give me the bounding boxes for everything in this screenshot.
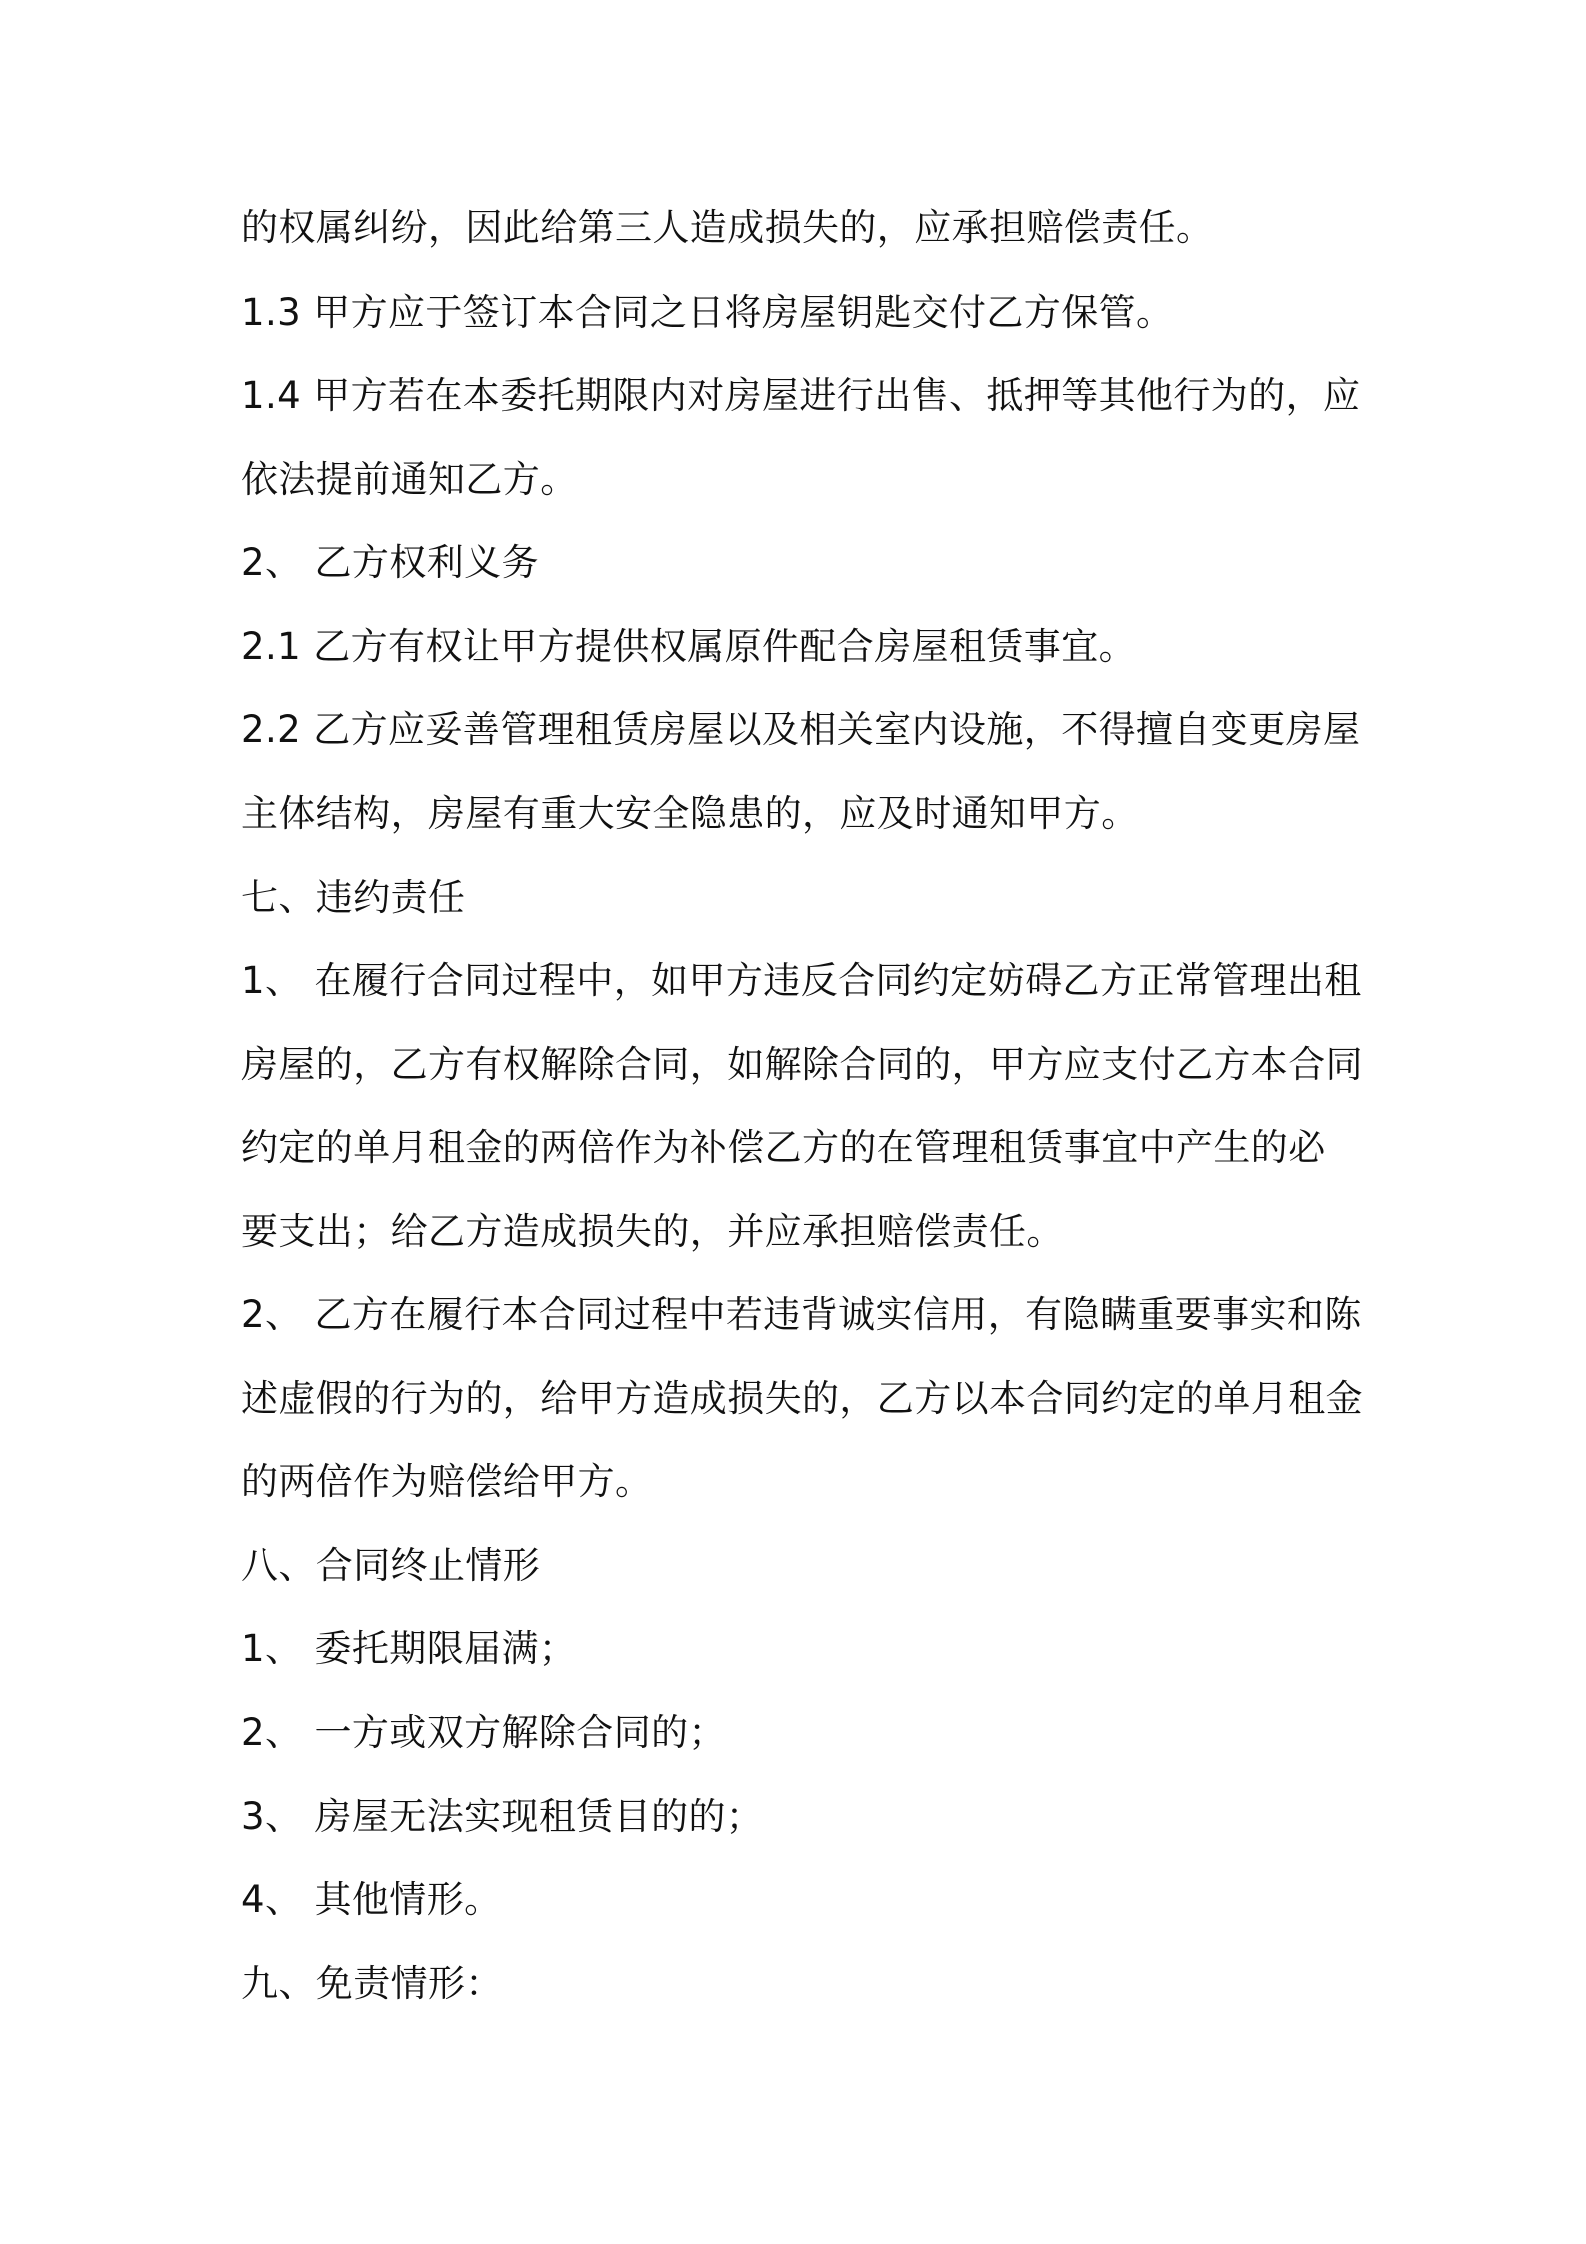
text-line: 房屋的，乙方有权解除合同，如解除合同的，甲方应支付乙方本合同 [241, 1043, 1363, 1086]
text-line: 1.4 甲方若在本委托期限内对房屋进行出售、抵押等其他行为的，应 [241, 374, 1361, 417]
list-item: 3、 房屋无法实现租赁目的的； [241, 1795, 764, 1838]
text-line: 2、 乙方在履行本合同过程中若违背诚实信用，有隐瞒重要事实和陈 [241, 1293, 1362, 1336]
section-heading: 七、违约责任 [241, 876, 466, 919]
text-line: 要支出；给乙方造成损失的，并应承担赔偿责任。 [241, 1210, 1064, 1253]
text-line: 主体结构，房屋有重大安全隐患的，应及时通知甲方。 [241, 792, 1139, 835]
text-line: 依法提前通知乙方。 [241, 458, 578, 501]
list-item: 1、 委托期限届满； [241, 1627, 577, 1670]
text-line: 1.3 甲方应于签订本合同之日将房屋钥匙交付乙方保管。 [241, 291, 1174, 334]
text-line: 2.2 乙方应妥善管理租赁房屋以及相关室内设施，不得擅自变更房屋 [241, 708, 1361, 751]
text-line: 的权属纠纷，因此给第三人造成损失的，应承担赔偿责任。 [241, 206, 1214, 249]
list-item: 4、 其他情形。 [241, 1878, 502, 1921]
list-item: 2、 一方或双方解除合同的； [241, 1711, 726, 1754]
text-line: 的两倍作为赔偿给甲方。 [241, 1460, 653, 1503]
text-line: 2.1 乙方有权让甲方提供权属原件配合房屋租赁事宜。 [241, 625, 1137, 668]
text-line: 约定的单月租金的两倍作为补偿乙方的在管理租赁事宜中产生的必 [241, 1126, 1326, 1169]
text-line: 1、 在履行合同过程中，如甲方违反合同约定妨碍乙方正常管理出租 [241, 959, 1362, 1002]
section-heading: 八、合同终止情形 [241, 1544, 541, 1587]
section-heading: 2、 乙方权利义务 [241, 541, 539, 584]
section-heading: 九、免责情形： [241, 1962, 503, 2005]
text-line: 述虚假的行为的，给甲方造成损失的，乙方以本合同约定的单月租金 [241, 1377, 1363, 1420]
